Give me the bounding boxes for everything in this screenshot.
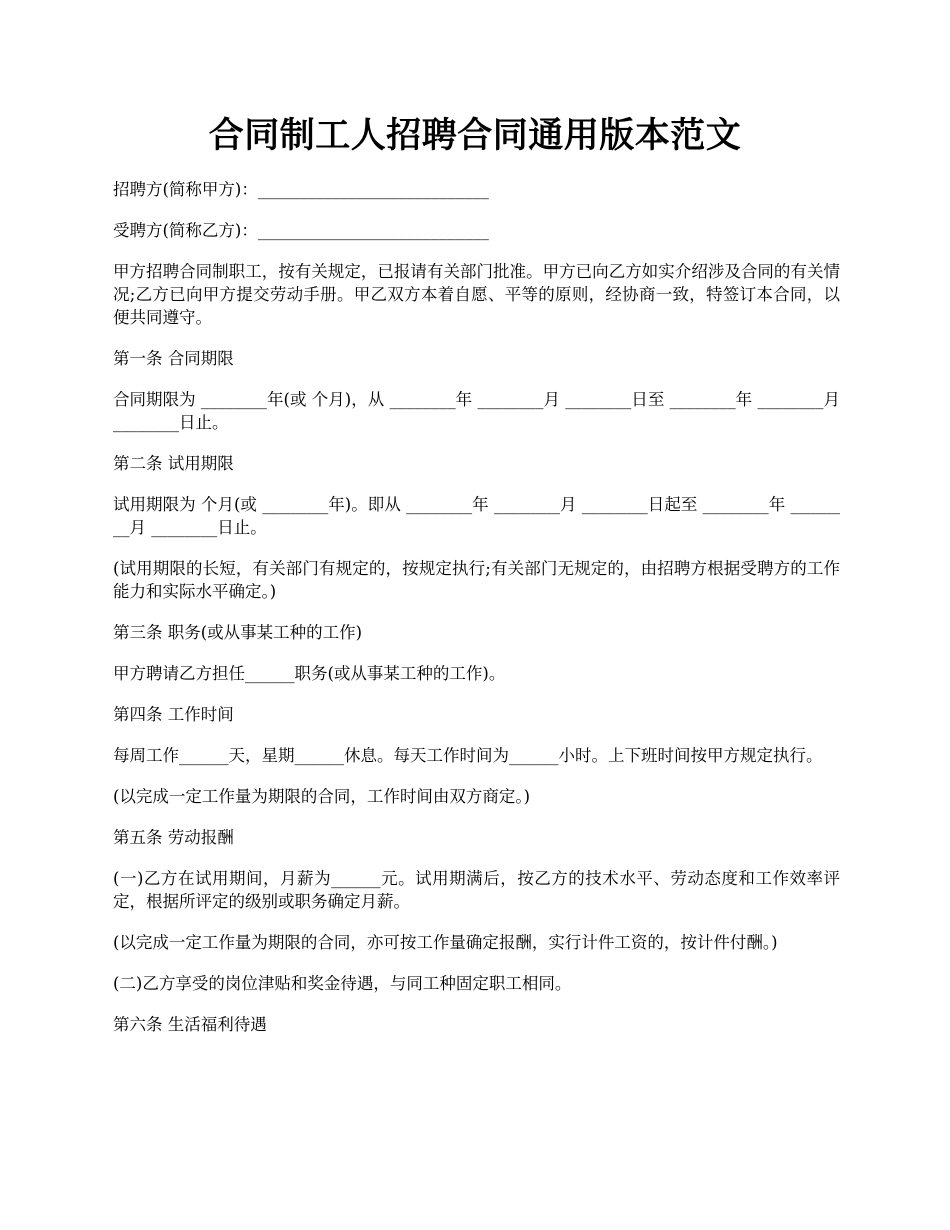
document-title: 合同制工人招聘合同通用版本范文 (208, 116, 742, 156)
article-5-note: (以完成一定工作量为期限的合同，亦可按工作量确定报酬，实行计件工资的，按计件付酬。) (113, 933, 778, 952)
article-5-item-1: (一)乙方在试用期间，月薪为______元。试用期满后，按乙方的技术水平、劳动态度和工作效率评定，根据所评定的级别或职务确定月薪。 (113, 869, 840, 911)
article-1-text: 合同期限为 ________年(或 个月)，从 ________年 ________月 ________日至 ________年 ________月 ________日止。 (113, 390, 840, 432)
article-3-heading: 第三条 职务(或从事某工种的工作) (113, 623, 363, 642)
preamble-paragraph: 甲方招聘合同制职工，按有关规定，已报请有关部门批准。甲方已向乙方如实介绍涉及合同的有关情况;乙方已向甲方提交劳动手册。甲乙双方本着自愿、平等的原则，经协商一致，特签订本合同，以便共同遵守。 (113, 262, 840, 327)
article-5-heading: 第五条 劳动报酬 (113, 828, 234, 847)
party-b-line: 受聘方(简称乙方)：____________________________ (113, 221, 489, 240)
article-2-text: 试用期限为 个月(或 ________年)。即从 ________年 ________月 ________日起至 ________年 ________月 ________日止。 (113, 495, 840, 537)
article-6-heading: 第六条 生活福利待遇 (113, 1015, 267, 1034)
article-4-text: 每周工作______天，星期______休息。每天工作时间为______小时。上下班时间按甲方规定执行。 (113, 746, 823, 765)
article-2-heading: 第二条 试用期限 (113, 454, 234, 473)
document-body (113, 178, 840, 1054)
article-4-heading: 第四条 工作时间 (113, 705, 234, 724)
article-3-text: 甲方聘请乙方担任______职务(或从事某工种的工作)。 (113, 664, 506, 683)
article-4-note: (以完成一定工作量为期限的合同，工作时间由双方商定。) (113, 787, 531, 806)
article-2-note: (试用期限的长短，有关部门有规定的，按规定执行;有关部门无规定的，由招聘方根据受聘方的工作能力和实际水平确定。) (113, 559, 840, 601)
article-5-item-2: (二)乙方享受的岗位津贴和奖金待遇，与同工种固定职工相同。 (113, 974, 572, 993)
party-a-line: 招聘方(简称甲方)：____________________________ (113, 180, 489, 199)
article-1-heading: 第一条 合同期限 (113, 349, 234, 368)
